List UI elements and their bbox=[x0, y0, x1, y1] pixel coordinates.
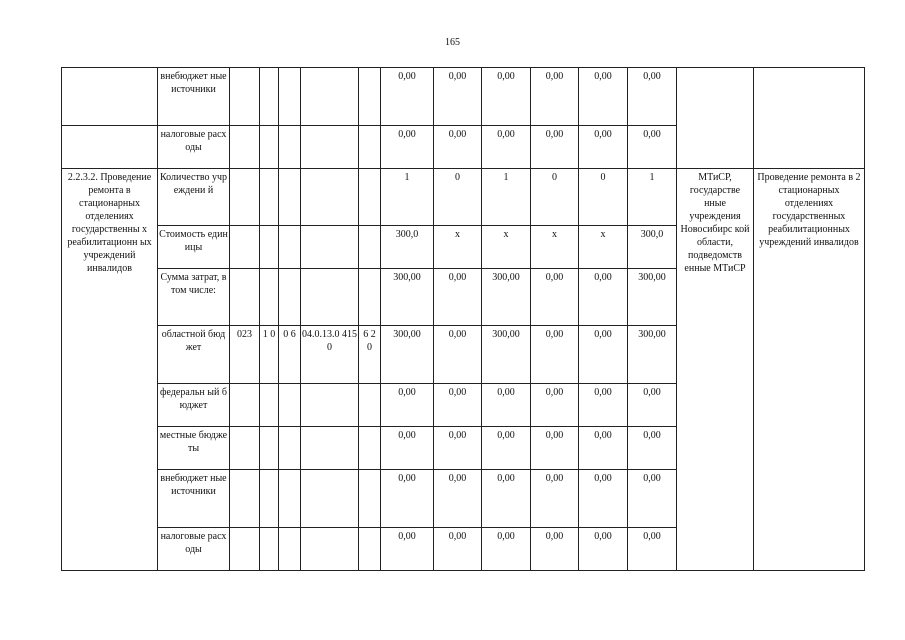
value-cell: 0,00 bbox=[381, 528, 434, 571]
grbs-code: 023 bbox=[230, 326, 260, 384]
funding-source-label: налоговые расходы bbox=[158, 528, 230, 571]
page-number: 165 bbox=[445, 37, 460, 48]
value-cell: 0,00 bbox=[482, 384, 531, 427]
value-cell: 0,00 bbox=[628, 470, 677, 528]
value-cell: 0,00 bbox=[579, 126, 628, 169]
funding-source-label: федеральн ый бюджет bbox=[158, 384, 230, 427]
value-cell: х bbox=[579, 226, 628, 269]
value-cell: 0,00 bbox=[381, 384, 434, 427]
value-cell: х bbox=[482, 226, 531, 269]
result-cell: Проведение ремонта в 2 стационарных отделениях государственных реабилитационных учреждений инвалидов bbox=[754, 169, 865, 571]
funding-source-label: местные бюджеты bbox=[158, 427, 230, 470]
value-cell: 1 bbox=[482, 169, 531, 226]
value-cell: 0,00 bbox=[434, 427, 482, 470]
value-cell: 0,00 bbox=[434, 126, 482, 169]
value-cell: 0,00 bbox=[628, 384, 677, 427]
indicator-label: Стоимость единицы bbox=[158, 226, 230, 269]
value-cell: 0,00 bbox=[579, 470, 628, 528]
value-cell: 0,00 bbox=[579, 528, 628, 571]
rz-code: 1 0 bbox=[260, 326, 279, 384]
value-cell: 0,00 bbox=[482, 528, 531, 571]
value-cell: 300,00 bbox=[482, 269, 531, 326]
value-cell: 0,00 bbox=[579, 427, 628, 470]
value-cell: 0,00 bbox=[381, 470, 434, 528]
indicator-label: Количество учреждени й bbox=[158, 169, 230, 226]
funding-source-label: областной бюджет bbox=[158, 326, 230, 384]
measure-cell-empty bbox=[62, 68, 158, 126]
value-cell: 0,00 bbox=[434, 68, 482, 126]
result-cell-empty bbox=[754, 68, 865, 169]
value-cell: 0,00 bbox=[531, 470, 579, 528]
value-cell: 0,00 bbox=[531, 384, 579, 427]
value-cell: 0,00 bbox=[531, 528, 579, 571]
value-cell: 0 bbox=[579, 169, 628, 226]
funding-source-label: внебюджет ные источники bbox=[158, 470, 230, 528]
value-cell: 0,00 bbox=[434, 326, 482, 384]
value-cell: 300,00 bbox=[628, 269, 677, 326]
value-cell: 300,00 bbox=[381, 269, 434, 326]
value-cell: х bbox=[531, 226, 579, 269]
value-cell: 0,00 bbox=[579, 326, 628, 384]
budget-table bbox=[61, 67, 865, 571]
value-cell: 0,00 bbox=[628, 528, 677, 571]
value-cell: 300,00 bbox=[381, 326, 434, 384]
value-cell: 0,00 bbox=[482, 68, 531, 126]
value-cell: 0,00 bbox=[628, 126, 677, 169]
value-cell: 300,00 bbox=[482, 326, 531, 384]
value-cell: 0,00 bbox=[482, 126, 531, 169]
value-cell: 0,00 bbox=[628, 68, 677, 126]
value-cell: 0,00 bbox=[434, 528, 482, 571]
indicator-label: Сумма затрат, в том числе: bbox=[158, 269, 230, 326]
funding-source-label: внебюджет ные источники bbox=[158, 68, 230, 126]
vr-code: 6 2 0 bbox=[359, 326, 381, 384]
value-cell: 0 bbox=[531, 169, 579, 226]
measure-title: 2.2.3.2. Проведение ремонта в стационарных отделениях государственны х реабилитационн ых учреждений инвалидов bbox=[62, 169, 158, 571]
value-cell: 0,00 bbox=[381, 68, 434, 126]
value-cell: 300,0 bbox=[381, 226, 434, 269]
table-row bbox=[62, 169, 865, 226]
value-cell: 0,00 bbox=[531, 427, 579, 470]
executor-cell: МТиСР, государстве нные учреждения Новосибирс кой области, подведомств енные МТиСР bbox=[677, 169, 754, 571]
executor-cell-empty bbox=[677, 68, 754, 169]
value-cell: 300,00 bbox=[628, 326, 677, 384]
value-cell: 0,00 bbox=[531, 326, 579, 384]
value-cell: 0,00 bbox=[579, 68, 628, 126]
value-cell: 0,00 bbox=[579, 269, 628, 326]
value-cell: 0,00 bbox=[482, 427, 531, 470]
value-cell: 0,00 bbox=[482, 470, 531, 528]
value-cell: 1 bbox=[381, 169, 434, 226]
value-cell: 0,00 bbox=[531, 269, 579, 326]
value-cell: 0 bbox=[434, 169, 482, 226]
pr-code: 0 6 bbox=[279, 326, 301, 384]
value-cell: 300,0 bbox=[628, 226, 677, 269]
value-cell: 0,00 bbox=[434, 470, 482, 528]
value-cell: 0,00 bbox=[434, 269, 482, 326]
value-cell: х bbox=[434, 226, 482, 269]
value-cell: 0,00 bbox=[628, 427, 677, 470]
value-cell: 0,00 bbox=[531, 68, 579, 126]
value-cell: 0,00 bbox=[381, 427, 434, 470]
funding-source-label: налоговые расходы bbox=[158, 126, 230, 169]
value-cell: 1 bbox=[628, 169, 677, 226]
table-row bbox=[62, 68, 865, 126]
value-cell: 0,00 bbox=[381, 126, 434, 169]
value-cell: 0,00 bbox=[579, 384, 628, 427]
value-cell: 0,00 bbox=[531, 126, 579, 169]
value-cell: 0,00 bbox=[434, 384, 482, 427]
csr-code: 04.0.13.0 4150 bbox=[301, 326, 359, 384]
